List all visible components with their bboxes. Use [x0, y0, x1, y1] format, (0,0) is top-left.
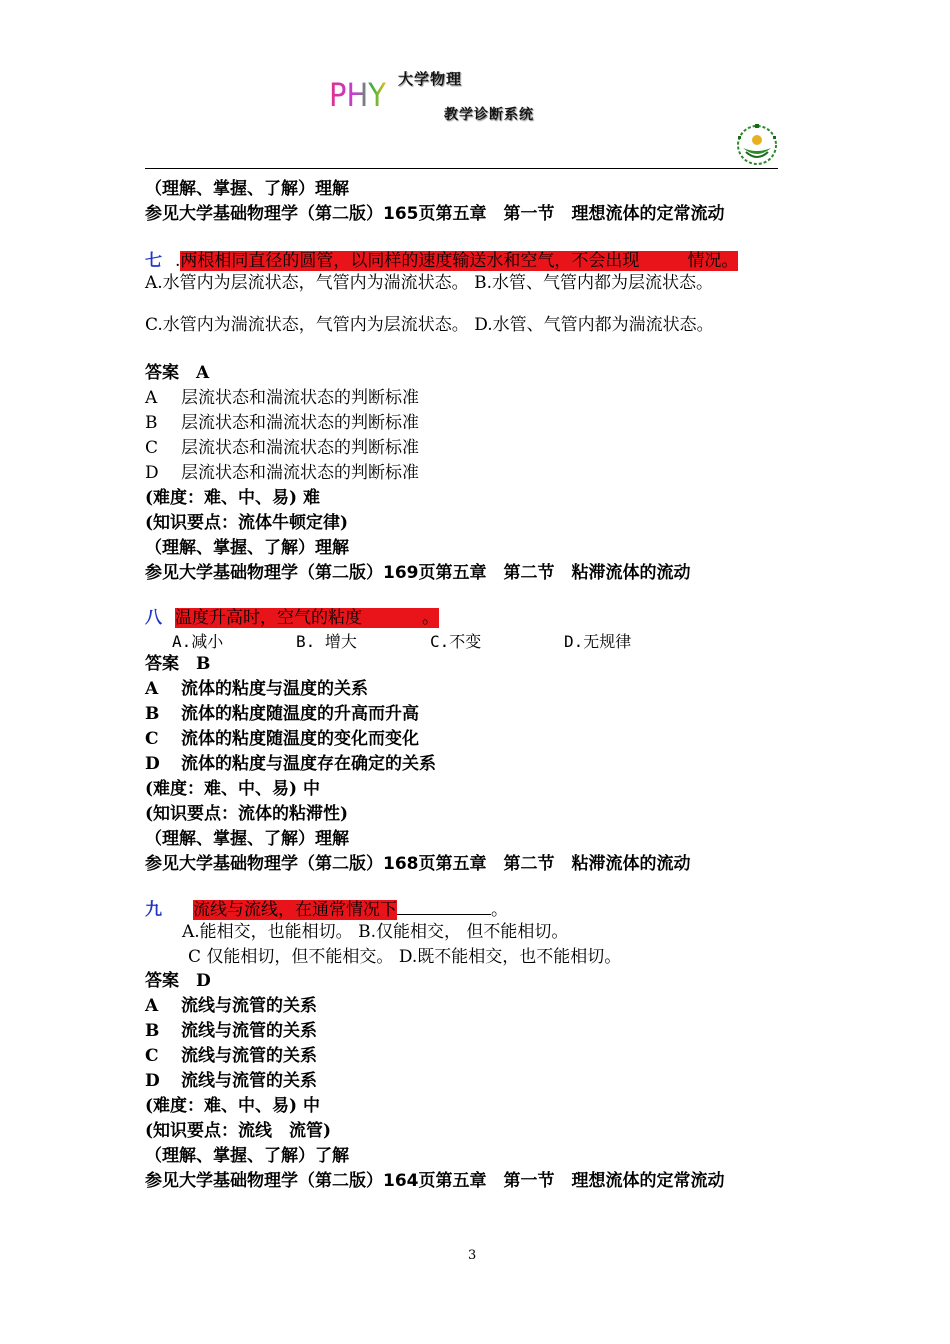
- phy-logo-text: PHY: [329, 76, 387, 112]
- q7-analysis-b: B 层流状态和湍流状态的判断标准: [145, 413, 419, 433]
- q8-knowledge: (知识要点：流体的粘滞性): [145, 804, 349, 824]
- q9-answer: 答案 D: [145, 971, 211, 991]
- q8-analysis-b: B 流体的粘度随温度的升高而升高: [145, 704, 419, 724]
- q7-options-ab: A.水管内为层流状态，气管内为湍流状态。 B.水管、气管内都为层流状态。: [145, 273, 713, 293]
- q9-reference: 参见大学基础物理学（第二版）164页第五章 第一节 理想流体的定常流动: [145, 1171, 725, 1191]
- header-title: 大学物理: [398, 70, 463, 88]
- q8-analysis-d: D 流体的粘度与温度存在确定的关系: [145, 754, 436, 774]
- q7-knowledge: (知识要点：流体牛顿定律): [145, 513, 349, 533]
- q8-number: 八: [145, 608, 162, 628]
- q8-options: A.减小 B. 增大 C.不变 D.无规律: [172, 632, 632, 651]
- q7-difficulty: (难度：难、中、易) 难: [145, 488, 321, 508]
- q8-answer: 答案 B: [145, 654, 211, 674]
- q7-analysis-d: D 层流状态和湍流状态的判断标准: [145, 463, 419, 483]
- q8-level: （理解、掌握、了解）理解: [145, 829, 349, 849]
- q9-analysis-b: B 流线与流管的关系: [145, 1021, 317, 1041]
- q9-options-ab: A.能相交，也能相切。 B.仅能相交， 但不能相切。: [182, 922, 569, 942]
- q7-answer: 答案 A: [145, 363, 210, 383]
- top-level-line: （理解、掌握、了解）理解: [145, 179, 349, 199]
- q9-stem: 九 流线与流线，在通常情况下 。: [145, 900, 508, 920]
- q9-difficulty: (难度：难、中、易) 中: [145, 1096, 321, 1116]
- q9-knowledge: (知识要点：流线 流管): [145, 1121, 332, 1141]
- q7-reference: 参见大学基础物理学（第二版）169页第五章 第二节 粘滞流体的流动: [145, 563, 691, 583]
- top-reference: 参见大学基础物理学（第二版）165页第五章 第一节 理想流体的定常流动: [145, 204, 725, 224]
- q9-level: （理解、掌握、了解）了解: [145, 1146, 349, 1166]
- q7-number: 七: [145, 251, 162, 271]
- q9-number: 九: [145, 900, 162, 920]
- page-number: 3: [468, 1248, 477, 1263]
- q9-options-cd: C 仅能相切，但不能相交。 D.既不能相交，也不能相切。: [188, 947, 622, 967]
- q7-stem: 七 .两根相同直径的圆管，以同样的速度输送水和空气，不会出现 情况。: [145, 251, 739, 271]
- q9-analysis-d: D 流线与流管的关系: [145, 1071, 317, 1091]
- q9-analysis-c: C 流线与流管的关系: [145, 1046, 317, 1066]
- q7-options-cd: C.水管内为湍流状态，气管内为层流状态。 D.水管、气管内都为湍流状态。: [145, 315, 714, 335]
- header-subtitle: 教学诊断系统: [444, 107, 534, 123]
- q8-analysis-c: C 流体的粘度随温度的变化而变化: [145, 729, 419, 749]
- q8-difficulty: (难度：难、中、易) 中: [145, 779, 321, 799]
- q9-analysis-a: A 流线与流管的关系: [145, 996, 317, 1016]
- q7-analysis-c: C 层流状态和湍流状态的判断标准: [145, 438, 419, 458]
- q8-reference: 参见大学基础物理学（第二版）168页第五章 第二节 粘滞流体的流动: [145, 854, 691, 874]
- q7-level: （理解、掌握、了解）理解: [145, 538, 349, 558]
- q8-stem: 八 温度升高时，空气的粘度 。: [145, 608, 439, 628]
- school-emblem-icon: [734, 122, 780, 168]
- q8-analysis-a: A 流体的粘度与温度的关系: [145, 679, 368, 699]
- phy-logo: [328, 76, 388, 112]
- q7-analysis-a: A 层流状态和湍流状态的判断标准: [145, 388, 419, 408]
- header-divider: [145, 168, 778, 169]
